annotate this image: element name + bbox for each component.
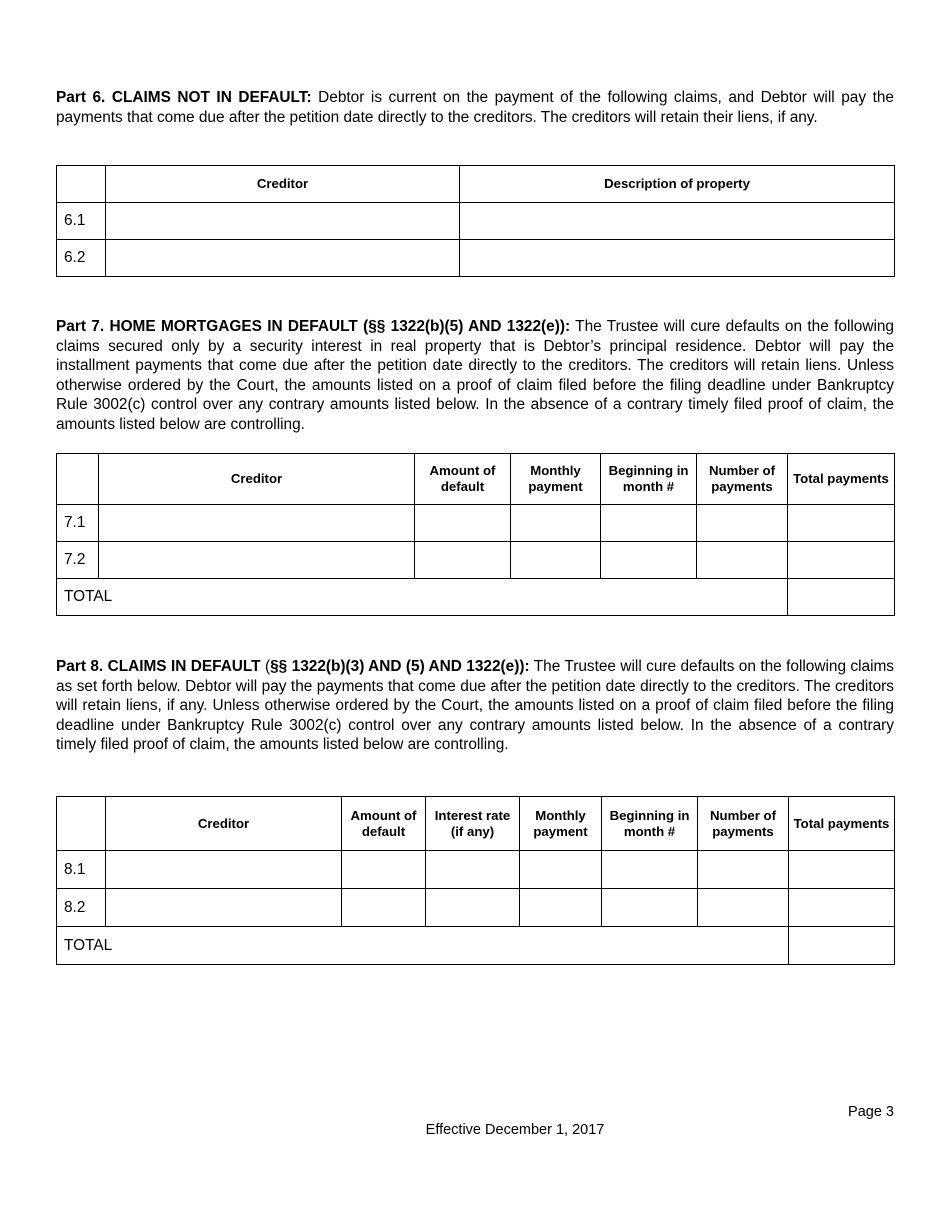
- page-number: Page 3: [848, 1104, 894, 1120]
- part7-heading: Part 7. HOME MORTGAGES IN DEFAULT (§§ 1322(b)(5) AND 1322(e)):: [56, 318, 571, 335]
- part7-table: [56, 453, 895, 616]
- column-header: [57, 797, 106, 851]
- table-row: [57, 240, 895, 277]
- beginning-month-cell[interactable]: [601, 542, 697, 579]
- column-header-creditor: Creditor: [106, 166, 460, 203]
- row-number: 8.1: [57, 851, 106, 889]
- interest-rate-cell[interactable]: [426, 851, 520, 889]
- part8-heading: Part 8. CLAIMS IN DEFAULT: [56, 658, 261, 675]
- table-row: [57, 203, 895, 240]
- column-header-total-payments: Total payments: [788, 454, 895, 505]
- table-header-row: [57, 797, 895, 851]
- beginning-month-cell[interactable]: [602, 889, 698, 927]
- table-row: [57, 542, 895, 579]
- table-header-row: [57, 166, 895, 203]
- interest-rate-cell[interactable]: [426, 889, 520, 927]
- part7-body: The Trustee will cure defaults on the following claims secured only by a security interest in real property that is Debtor’s principal residence. Debtor will pay the installment payments that come due after the petition date directly to the creditors. The creditors will retain liens. Unless otherwise ordered by the Court, the amounts listed on a proof of claim filed before the filing deadline under Bankruptcy Rule 3002(c) control over any contrary amounts listed below. In the absence of a contrary timely filed proof of claim, the amounts listed below are controlling.: [56, 318, 894, 433]
- total-payments-cell[interactable]: [789, 851, 895, 889]
- monthly-payment-cell[interactable]: [511, 505, 601, 542]
- column-header: [57, 454, 99, 505]
- column-header-creditor: Creditor: [106, 797, 342, 851]
- part8-body: The Trustee will cure defaults on the following claims as set forth below. Debtor will pay the payments that come due after the petition date directly to the creditors. The creditors will retain liens, if any. Unless otherwise ordered by the Court, the amounts listed on a proof of claim filed before the filing deadline under Bankruptcy Rule 3002(c) control over any contrary amounts listed below. In the absence of a contrary timely filed proof of claim, the amounts listed below are controlling.: [56, 658, 895, 754]
- part6-table: [56, 165, 895, 277]
- column-header-beginning-month: Beginning in month #: [602, 797, 698, 851]
- part8-table: [56, 796, 895, 965]
- description-cell[interactable]: [460, 203, 895, 240]
- row-number: 6.2: [57, 240, 106, 277]
- number-of-payments-cell[interactable]: [698, 851, 789, 889]
- part7-paragraph: [56, 317, 894, 435]
- number-of-payments-cell[interactable]: [697, 505, 788, 542]
- column-header-beginning-month: Beginning in month #: [601, 454, 697, 505]
- beginning-month-cell[interactable]: [601, 505, 697, 542]
- part8-heading-statutes: §§ 1322(b)(3) AND (5) AND 1322(e)):: [270, 658, 530, 675]
- beginning-month-cell[interactable]: [602, 851, 698, 889]
- creditor-cell[interactable]: [106, 851, 342, 889]
- total-label: TOTAL: [57, 927, 789, 965]
- column-header-number-of-payments: Number of payments: [698, 797, 789, 851]
- table-header-row: [57, 454, 895, 505]
- row-number: 7.2: [57, 542, 99, 579]
- total-row: [57, 927, 895, 965]
- total-label: TOTAL: [57, 579, 788, 616]
- row-number: 6.1: [57, 203, 106, 240]
- table-row: [57, 851, 895, 889]
- amount-of-default-cell[interactable]: [415, 505, 511, 542]
- part6-heading: Part 6. CLAIMS NOT IN DEFAULT:: [56, 89, 312, 106]
- row-number: 7.1: [57, 505, 99, 542]
- column-header-amount-of-default: Amount of default: [342, 797, 426, 851]
- table-row: [57, 889, 895, 927]
- column-header-monthly-payment: Monthly payment: [511, 454, 601, 505]
- column-header-interest-rate: Interest rate (if any): [426, 797, 520, 851]
- amount-of-default-cell[interactable]: [342, 889, 426, 927]
- amount-of-default-cell[interactable]: [415, 542, 511, 579]
- description-cell[interactable]: [460, 240, 895, 277]
- creditor-cell[interactable]: [99, 542, 415, 579]
- amount-of-default-cell[interactable]: [342, 851, 426, 889]
- total-value-cell[interactable]: [788, 579, 895, 616]
- total-row: [57, 579, 895, 616]
- creditor-cell[interactable]: [99, 505, 415, 542]
- number-of-payments-cell[interactable]: [698, 889, 789, 927]
- part8-paragraph: [56, 657, 894, 755]
- column-header-description: Description of property: [460, 166, 895, 203]
- table-row: [57, 505, 895, 542]
- total-value-cell[interactable]: [789, 927, 895, 965]
- part8-heading-paren: (: [260, 658, 271, 675]
- column-header-monthly-payment: Monthly payment: [520, 797, 602, 851]
- column-header-total-payments: Total payments: [789, 797, 895, 851]
- effective-date: Effective December 1, 2017: [425, 1122, 605, 1138]
- column-header: [57, 166, 106, 203]
- part6-paragraph: [56, 88, 894, 127]
- creditor-cell[interactable]: [106, 240, 460, 277]
- monthly-payment-cell[interactable]: [511, 542, 601, 579]
- part6-body: Debtor is current on the payment of the following claims, and Debtor will pay the payments that come due after the petition date directly to the creditors. The creditors will retain their liens, if any.: [56, 89, 894, 126]
- column-header-creditor: Creditor: [99, 454, 415, 505]
- creditor-cell[interactable]: [106, 889, 342, 927]
- total-payments-cell[interactable]: [789, 889, 895, 927]
- row-number: 8.2: [57, 889, 106, 927]
- number-of-payments-cell[interactable]: [697, 542, 788, 579]
- column-header-amount-of-default: Amount of default: [415, 454, 511, 505]
- column-header-number-of-payments: Number of payments: [697, 454, 788, 505]
- total-payments-cell[interactable]: [788, 505, 895, 542]
- creditor-cell[interactable]: [106, 203, 460, 240]
- total-payments-cell[interactable]: [788, 542, 895, 579]
- monthly-payment-cell[interactable]: [520, 851, 602, 889]
- monthly-payment-cell[interactable]: [520, 889, 602, 927]
